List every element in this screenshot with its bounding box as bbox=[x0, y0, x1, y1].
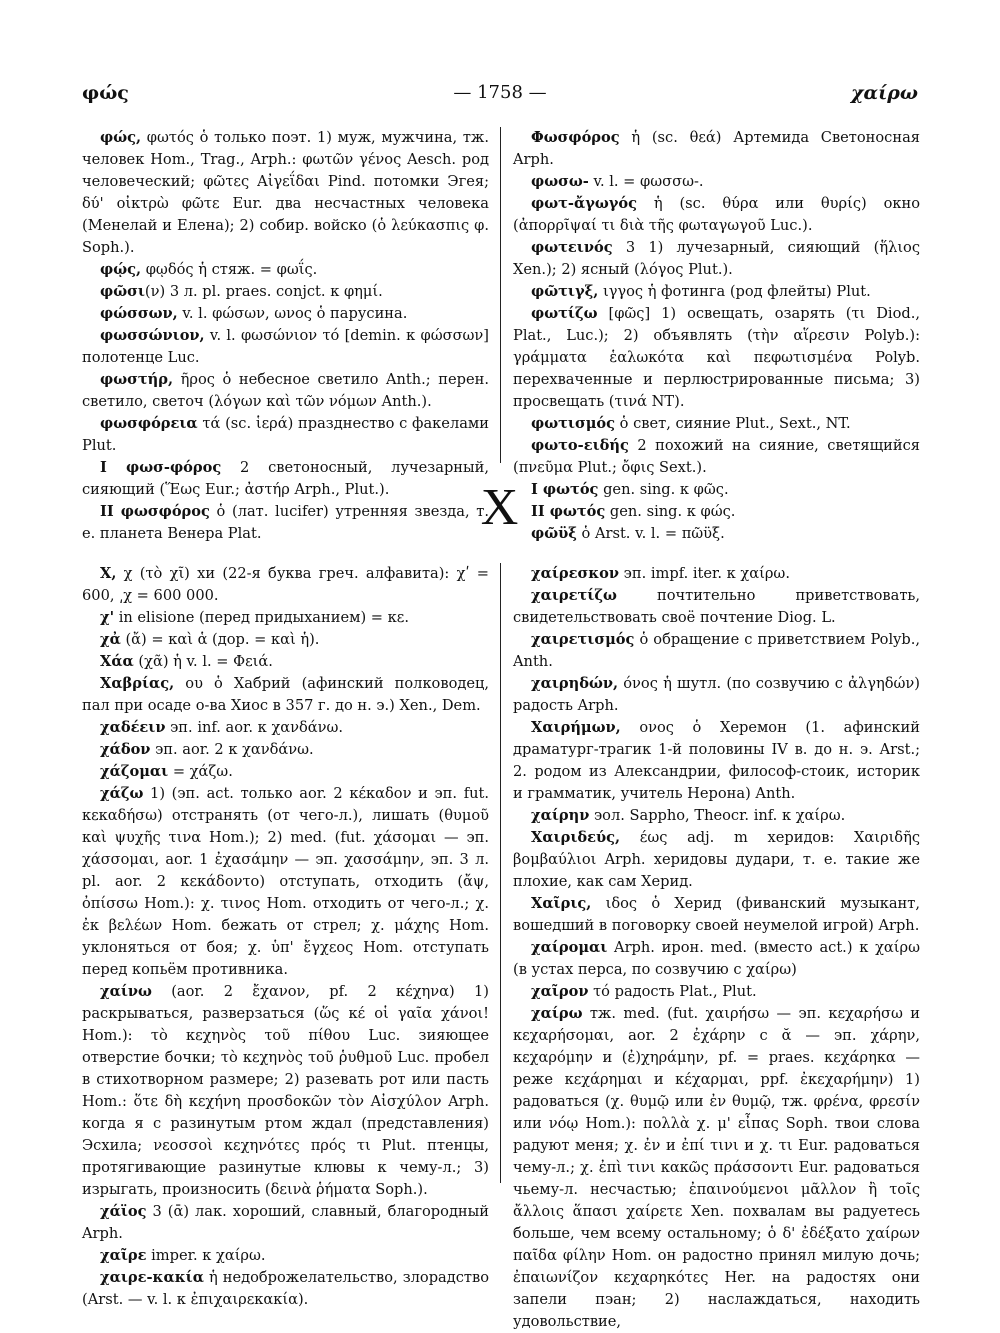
entry: χαῖρον τό радость Plat., Plut. bbox=[531, 983, 757, 1000]
entry: Φωσφόρος ἡ (sc. θεά) Артемида Светоносная Arph. bbox=[513, 129, 920, 168]
column-divider-bottom bbox=[500, 563, 501, 1183]
entry: χαιρηδών, όνος ἡ шутл. (по созвучию с ἀλγηδών) радость Arph. bbox=[513, 675, 920, 714]
page-number: — 1758 — bbox=[453, 82, 547, 103]
entry: φωτίζω [φῶς] 1) освещать, озарять (τι Diod., Plat., Luc.); 2) объявлять (τὴν αἵρεσιν Polyb.): γράμματα ἑαλωκότα καὶ πεφωτισμένα Polyb. перехваченные и перлюстрированные письма; 3) просвещать (τινά NT). bbox=[513, 305, 920, 410]
entry: χαίρω тж. med. (fut. χαιρήσω — эп. κεχαρήσω и κεχαρήσομαι, aor. 2 ἐχάρην с ᾰ — эп. χάρην, κεχαρόμην и (ἐ)χηράμην, pf. = praes. κεχάρηκα — реже κεχάρημαι и κέχαρμαι, ppf. ἐκεχαρήμην) 1) радоваться (χ. θυμῷ или ἐν θυμῷ, тж. φρένα, φρεσίν или νόῳ Hom.): πολλὰ χ. μ' εἶπας Soph. твои слова радуют меня; χ. ἐν и ἐπί τινι и χ. τι Eur. радоваться чему-л.; χ. ἐπὶ τινι κακῶς πράσσοντι Eur. радоваться чьему-л. несчастью; ἐπαινούμενοι μᾶλλον ἢ τοῖς ἄλλοις ἅπασι χαίρετε Xen. похвалам вы радуетесь больше, чем всему остальному; ὁ δ' ἐδέξατο χαίρων παῖδα φίλην Hom. он радостно принял милую дочь; ἐπαιωνίζον κεχαρηκότες Her. на радостях они запели пэан; 2) наслаждаться, находить удовольствие, bbox=[513, 1005, 920, 1330]
entry: Χαῖρις, ιδος ὁ Херид (фиванский музыкант, вошедший в поговорку своей неумелой игрой) Arph. bbox=[513, 895, 920, 934]
entry: χαιρετισμός ὁ обращение с приветствием Polyb., Anth. bbox=[513, 631, 920, 670]
entry: Χαιρήμων, ονος ὁ Херемон (1. афинский драматург-трагик 1-й половины IV в. до н. э. Arst.; 2. родом из Александрии, философ-стоик, историк и грамматик, учитель Нерона) Anth. bbox=[513, 719, 920, 802]
entry: I φωτός gen. sing. к φῶς. bbox=[531, 481, 729, 498]
entry: φῶτιγξ, ιγγος ἡ фотинга (род флейты) Plut. bbox=[531, 283, 871, 300]
entry: φωτ-ἄγωγός ἡ (sc. θύρα или θυρίς) окно (ἀπορρῖψαί τι διὰ τῆς φωταγωγοῦ Luc.). bbox=[513, 195, 920, 234]
entry: χαῖρε imper. к χαίρω. bbox=[100, 1247, 266, 1264]
entry: χαίρεσκον эп. impf. iter. к χαίρω. bbox=[531, 565, 790, 582]
entry: II φωτός gen. sing. к φώς. bbox=[531, 503, 736, 520]
entry: Χ, χ (τὸ χῖ) хи (22-я буква греч. алфавита): χʹ = 600, ͵χ = 600 000. bbox=[82, 565, 489, 604]
entry: I φωσ-φόρος 2 светоносный, лучезарный, сияющий (Ἕως Eur.; ἀστήρ Arph., Plut.). bbox=[82, 459, 489, 498]
entry: φῴς, φῳδός ἡ стяж. = φωΐς. bbox=[100, 261, 318, 278]
entry: φωσω- v. l. = φωσσω-. bbox=[531, 173, 704, 190]
entry: χαίρομαι Arph. ирон. med. (вместо act.) к χαίρω (в устах перса, по созвучию с χαίρω) bbox=[513, 939, 920, 978]
column-top-left bbox=[82, 127, 489, 542]
entry: φῶϋξ ὁ Arst. v. l. = πῶϋξ. bbox=[531, 525, 725, 542]
column-bottom-right bbox=[513, 563, 920, 1330]
column-divider-top bbox=[500, 127, 501, 463]
entry: Χαιριδεύς, έως adj. m херидов: Χαιριδῆς βομβαύλιοι Arph. херидовы дудари, т. е. такие же плохие, как сам Херид. bbox=[513, 829, 920, 890]
entry: χάζω 1) (эп. act. только aor. 2 κέκαδον и эп. fut. κεκαδήσω) отстранять (от чего-л.), лишать (θυμοῦ καὶ ψυχῆς τινα Hom.); 2) med. (fut. χάσομαι — эп. χάσσομαι, aor. 1 ἐχασάμην — эп. χασσάμην, эп. 3 л. pl. aor. 2 κεκάδοντο) отступать, отходить (ἄψ, ὀπίσσω Hom.): χ. τινος Hom. отходить от чего-л.; χ. ἐκ βελέων Hom. бежать от стрел; χ. μάχης Hom. уклоняться от боя; χ. ὑπ' ἔγχεος Hom. отступать перед копьём противника. bbox=[82, 785, 489, 978]
column-bottom-left bbox=[82, 563, 489, 1308]
left-running-headword: φώς bbox=[82, 82, 129, 104]
entry: χἀ (ἄ) = καὶ ἁ (дор. = καὶ ἡ). bbox=[100, 631, 320, 648]
entry: φωτεινός 3 1) лучезарный, сияющий (ἥλιος Xen.); 2) ясный (λόγος Plut.). bbox=[513, 239, 920, 278]
entry: χαίρην эол. Sappho, Theocr. inf. к χαίρω. bbox=[531, 807, 846, 824]
entry: χ' in elisione (перед придыханием) = κε. bbox=[100, 609, 409, 626]
page-header bbox=[82, 82, 918, 112]
entry: φωσφόρεια τά (sc. ἱερά) празднество с факелами Plut. bbox=[82, 415, 489, 454]
entry: φωτο-ειδής 2 похожий на сияние, светящийся (πνεῦμα Plut.; ὄφις Sext.). bbox=[513, 437, 920, 476]
entry: χαιρετίζω почтительно приветствовать, свидетельствовать своё почтение Diog. L. bbox=[513, 587, 920, 626]
entry: II φωσφόρος ὁ (лат. lucifer) утренняя звезда, т. е. планета Венера Plat. bbox=[82, 503, 489, 542]
entry: φώς, φωτός ὁ только поэт. 1) муж, мужчина, тж. человек Hom., Trag., Arph.: φωτῶν γένος Aesch. род человеческий; φῶτες Αἰγεΐδαι Pind. потомки Эгея; δύ' οἰκτρὼ φῶτε Eur. два несчастных человека (Менелай и Елена); 2) собир. войско (ὁ λεύκασπις φ. Soph.). bbox=[82, 129, 489, 256]
entry: χάϊος 3 (ᾱ) лак. хороший, славный, благородный Arph. bbox=[82, 1203, 489, 1242]
entry: φωστήρ, ῆρος ὁ небесное светило Anth.; перен. светило, светоч (λόγων καὶ τῶν νόμων Anth.). bbox=[82, 371, 489, 410]
entry: χάδον эп. aor. 2 к χανδάνω. bbox=[100, 741, 314, 758]
entry: φώσσων, v. l. φώσων, ωνος ὁ парусина. bbox=[100, 305, 408, 322]
entry: χαίνω (aor. 2 ἔχανον, pf. 2 κέχηνα) 1) раскрываться, разверзаться (ὥς κέ οἱ γαῖα χάνοι! Hom.): τὸ κεχηνὸς τοῦ πίθου Luc. зияющее отверстие бочки; τὸ κεχηνὸς τοῦ ῥυθμοῦ Luc. пробел в стихотворном размере; 2) разевать рот или пасть Hom.: ὅτε δὴ κεχήνη προσδοκῶν τὸν Αἰσχύλον Arph. когда я с разинутым ртом ждал (представления) Эсхила; νεοσσοὶ κεχηνότες πρός τι Plut. птенцы, протягивающие разинутые клювы к чему-л.; 3) изрыгать, произносить (δεινὰ ῥήματα Soph.). bbox=[82, 983, 489, 1198]
entry: φωσσώνιον, v. l. φωσώνιον τό [demin. к φώσσων] полотенце Luc. bbox=[82, 327, 489, 366]
right-running-headword: χαίρω bbox=[850, 82, 918, 104]
entry: χαδέειν эп. inf. aor. к χανδάνω. bbox=[100, 719, 344, 736]
entry: χάζομαι = χάζω. bbox=[100, 763, 233, 780]
column-top-right bbox=[513, 127, 920, 542]
entry: φωτισμός ὁ свет, сияние Plut., Sext., NT. bbox=[531, 415, 851, 432]
entry: Χαβρίας, ου ὁ Хабрий (афинский полководец, пал при осаде о-ва Хиос в 357 г. до н. э.) Xen., Dem. bbox=[82, 675, 489, 714]
entry: Χάα (χᾶ) ἡ v. l. = Φειά. bbox=[100, 653, 273, 670]
entry: χαιρε-κακία ἡ недоброжелательство, злорадство (Arst. — v. l. к ἐπιχαιρεκακία). bbox=[82, 1269, 489, 1308]
section-letter: X bbox=[480, 479, 520, 536]
entry: φῶσι(ν) 3 л. pl. praes. conjct. к φημί. bbox=[100, 283, 383, 300]
